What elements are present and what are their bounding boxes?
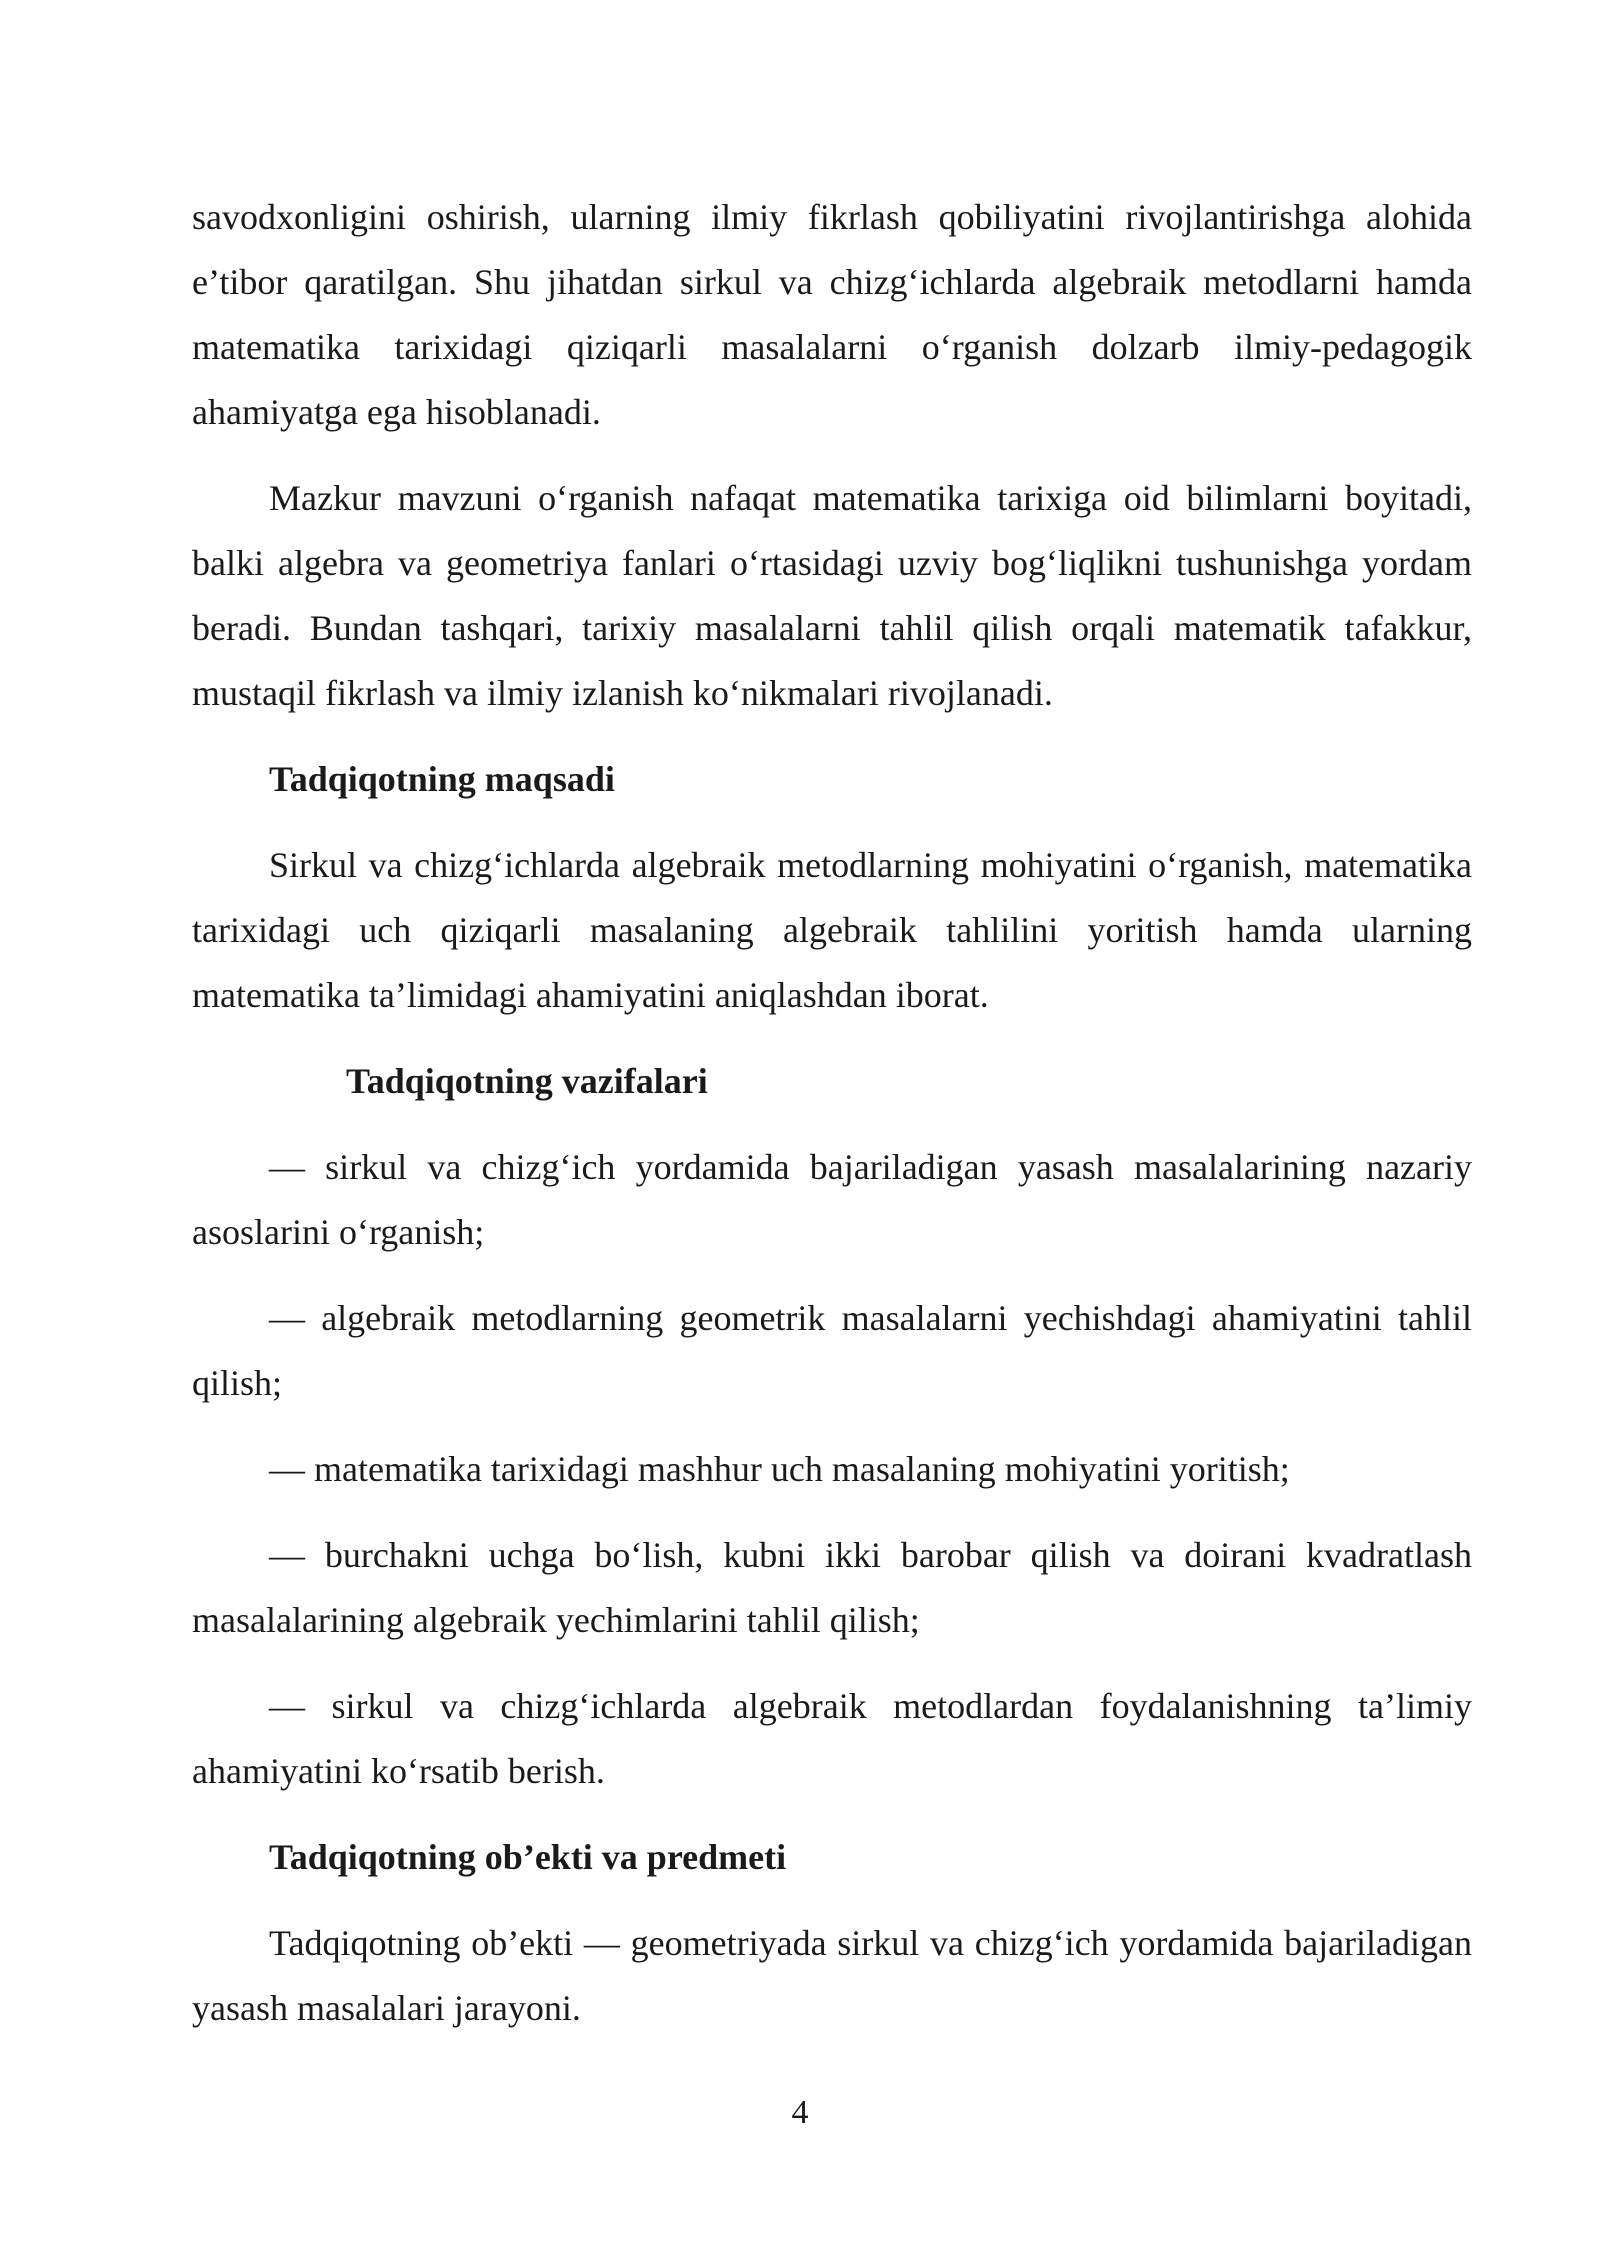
task-item: — algebraik metodlarning geometrik masalalarni yechishdagi ahamiyatini tahlil qilish; <box>192 1298 1472 1403</box>
task-item: — sirkul va chizg‘ich yordamida bajariladigan yasash masalalarining nazariy asoslarini o‘rganish; <box>192 1147 1472 1252</box>
paragraph-research-object: Tadqiqotning ob’ekti — geometriyada sirkul va chizg‘ich yordamida bajariladigan yasash masalalari jarayoni. <box>192 1923 1472 2028</box>
task-item: — burchakni uchga bo‘lish, kubni ikki barobar qilish va doirani kvadratlash masalalarining algebraik yechimlarini tahlil qilish; <box>192 1535 1472 1640</box>
paragraph-topic-relevance: Mazkur mavzuni o‘rganish nafaqat matematika tarixiga oid bilimlarni boyitadi, balki algebra va geometriya fanlari o‘rtasidagi uzviy bog‘liqlikni tushunishga yordam beradi. Bundan tashqari, tarixiy masalalarni tahlil qilish orqali matematik tafakkur, mustaqil fikrlash va ilmiy izlanish ko‘nikmalari rivojlanadi. <box>192 478 1472 713</box>
task-item: — sirkul va chizg‘ichlarda algebraik metodlardan foydalanishning ta’limiy ahamiyatini ko‘rsatib berish. <box>192 1686 1472 1791</box>
page-number: 4 <box>791 2094 809 2131</box>
heading-research-tasks: Tadqiqotning vazifalari <box>346 1061 708 1101</box>
paragraph-intro-continuation: savodxonligini oshirish, ularning ilmiy fikrlash qobiliyatini rivojlantirishga alohida e’tibor qaratilgan. Shu jihatdan sirkul va chizg‘ichlarda algebraik metodlarni hamda matematika tarixidagi qiziqarli masalalarni o‘rganish dolzarb ilmiy-pedagogik ahamiyatga ega hisoblanadi. <box>192 197 1472 432</box>
task-item: — matematika tarixidagi mashhur uch masalaning mohiyatini yoritish; <box>269 1449 1290 1489</box>
paragraph-research-goal: Sirkul va chizg‘ichlarda algebraik metodlarning mohiyatini o‘rganish, matematika tarixidagi uch qiziqarli masalaning algebraik tahlilini yoritish hamda ularning matematika ta’limidagi ahamiyatini aniqlashdan iborat. <box>192 845 1472 1015</box>
heading-research-goal: Tadqiqotning maqsadi <box>269 759 615 799</box>
document-page <box>192 185 1472 2062</box>
heading-research-object: Tadqiqotning ob’ekti va predmeti <box>269 1837 787 1877</box>
